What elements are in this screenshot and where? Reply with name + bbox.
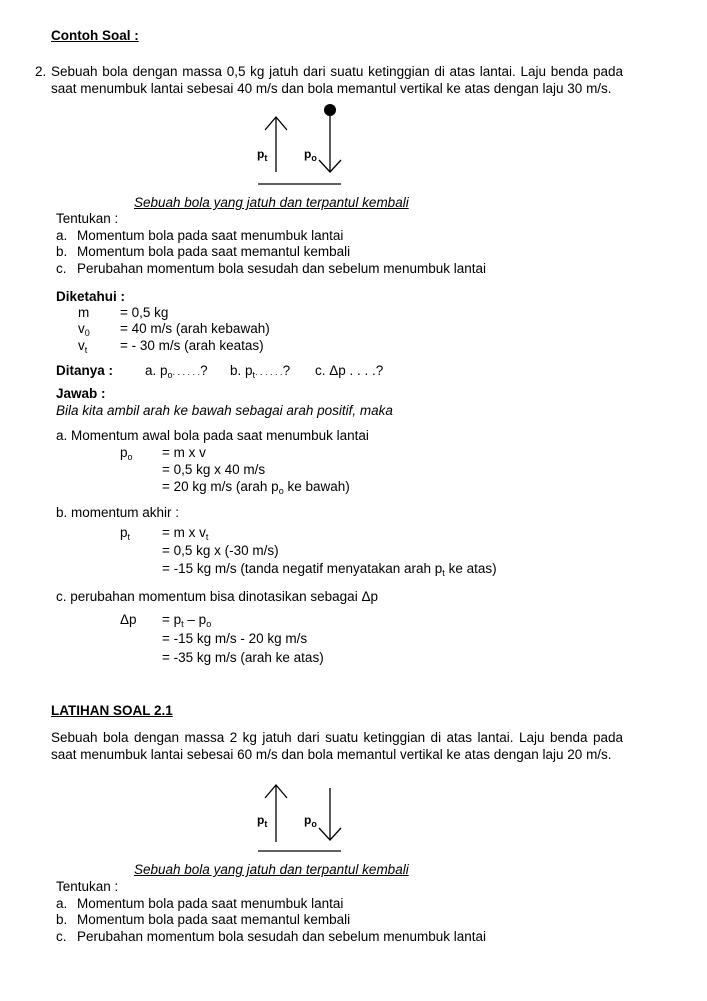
figure-caption: Sebuah bola yang jatuh dan terpantul kembali	[134, 195, 409, 210]
figure-caption: Sebuah bola yang jatuh dan terpantul kembali	[134, 862, 409, 877]
answer-c-line3: = -35 kg m/s (arah ke atas)	[162, 650, 324, 665]
answer-a-line3: = 20 kg m/s (arah $p_o$ ke bawah)	[162, 479, 350, 496]
ball	[324, 104, 336, 116]
answer-a-line1: = m x v	[162, 445, 206, 460]
question-b: b. Momentum bola pada saat memantul kembali	[56, 244, 351, 259]
tentukan-label: Tentukan :	[56, 211, 119, 226]
label-po: $p_o$	[304, 813, 317, 829]
question-b: b. Momentum bola pada saat memantul kembali	[56, 912, 351, 927]
diketahui-heading: Diketahui :	[56, 289, 126, 304]
answer-b-title: b. momentum akhir :	[56, 505, 180, 520]
answer-c-symbol: Δp	[120, 612, 137, 627]
answer-a-title: a. Momentum awal bola pada saat menumbuk lantai	[56, 428, 369, 443]
known-vt-value: = - 30 m/s (arah keatas)	[120, 338, 264, 353]
answer-c-line1: = $p_t - p_o$	[162, 612, 212, 629]
answer-b-symbol: $p_t$	[120, 525, 131, 542]
answer-b-line2: = 0,5 kg x (-30 m/s)	[162, 543, 279, 558]
label-po: $p_o$	[304, 147, 317, 163]
ditanya-b: b. $p_t$. . . . . .?	[230, 363, 291, 380]
known-v0-symbol: $v_0$	[78, 321, 90, 338]
label-pt: $p_t$	[257, 813, 268, 829]
problem-number: 2.	[35, 64, 47, 79]
known-m-symbol: m	[78, 305, 90, 320]
ditanya-c: c. Δp . . . .?	[315, 363, 384, 378]
answer-a-symbol: $p_o$	[120, 445, 133, 462]
jawab-heading: Jawab :	[56, 386, 106, 401]
latihan-problem-text: Sebuah bola dengan massa 2 kg jatuh dari suatu ketinggian di atas lantai. Laju benda pada saat menumbuk lantai sebesai 60 m/s dan bola memantul vertikal ke atas dengan laju 20 m/s.	[51, 730, 623, 762]
question-a: a. Momentum bola pada saat menumbuk lantai	[56, 896, 344, 911]
example-problem-text: Sebuah bola dengan massa 0,5 kg jatuh dari suatu ketinggian di atas lantai. Laju benda pada saat menumbuk lantai sebesai 40 m/s dan bola memantul vertikal ke atas dengan laju 30 m/s.	[51, 64, 623, 96]
bounce-figure-1	[240, 100, 360, 190]
label-pt: $p_t$	[257, 147, 268, 163]
answer-c-title: c. perubahan momentum bisa dinotasikan sebagai Δp	[56, 589, 378, 604]
question-c: c. Perubahan momentum bola sesudah dan sebelum menumbuk lantai	[56, 929, 487, 944]
latihan-heading: LATIHAN SOAL 2.1	[51, 703, 173, 718]
answer-a-line2: = 0,5 kg x 40 m/s	[162, 462, 266, 477]
answer-c-line2: = -15 kg m/s - 20 kg m/s	[162, 631, 308, 646]
jawab-intro: Bila kita ambil arah ke bawah sebagai arah positif, maka	[56, 403, 393, 418]
question-a: a. Momentum bola pada saat menumbuk lantai	[56, 228, 344, 243]
answer-b-line1: = m x $v_t$	[162, 525, 209, 542]
known-v0-value: = 40 m/s (arah kebawah)	[120, 321, 270, 336]
answer-b-line3: = -15 kg m/s (tanda negatif menyatakan arah $p_t$ ke atas)	[162, 561, 497, 578]
known-m-value: = 0,5 kg	[120, 305, 169, 320]
known-vt-symbol: $v_t$	[78, 338, 88, 355]
example-heading: Contoh Soal :	[51, 28, 139, 43]
tentukan-label: Tentukan :	[56, 879, 119, 894]
question-c: c. Perubahan momentum bola sesudah dan sebelum menumbuk lantai	[56, 261, 487, 276]
ditanya-a: a. $p_o$. . . . . .?	[145, 363, 208, 380]
ditanya-heading: Ditanya :	[56, 363, 114, 378]
